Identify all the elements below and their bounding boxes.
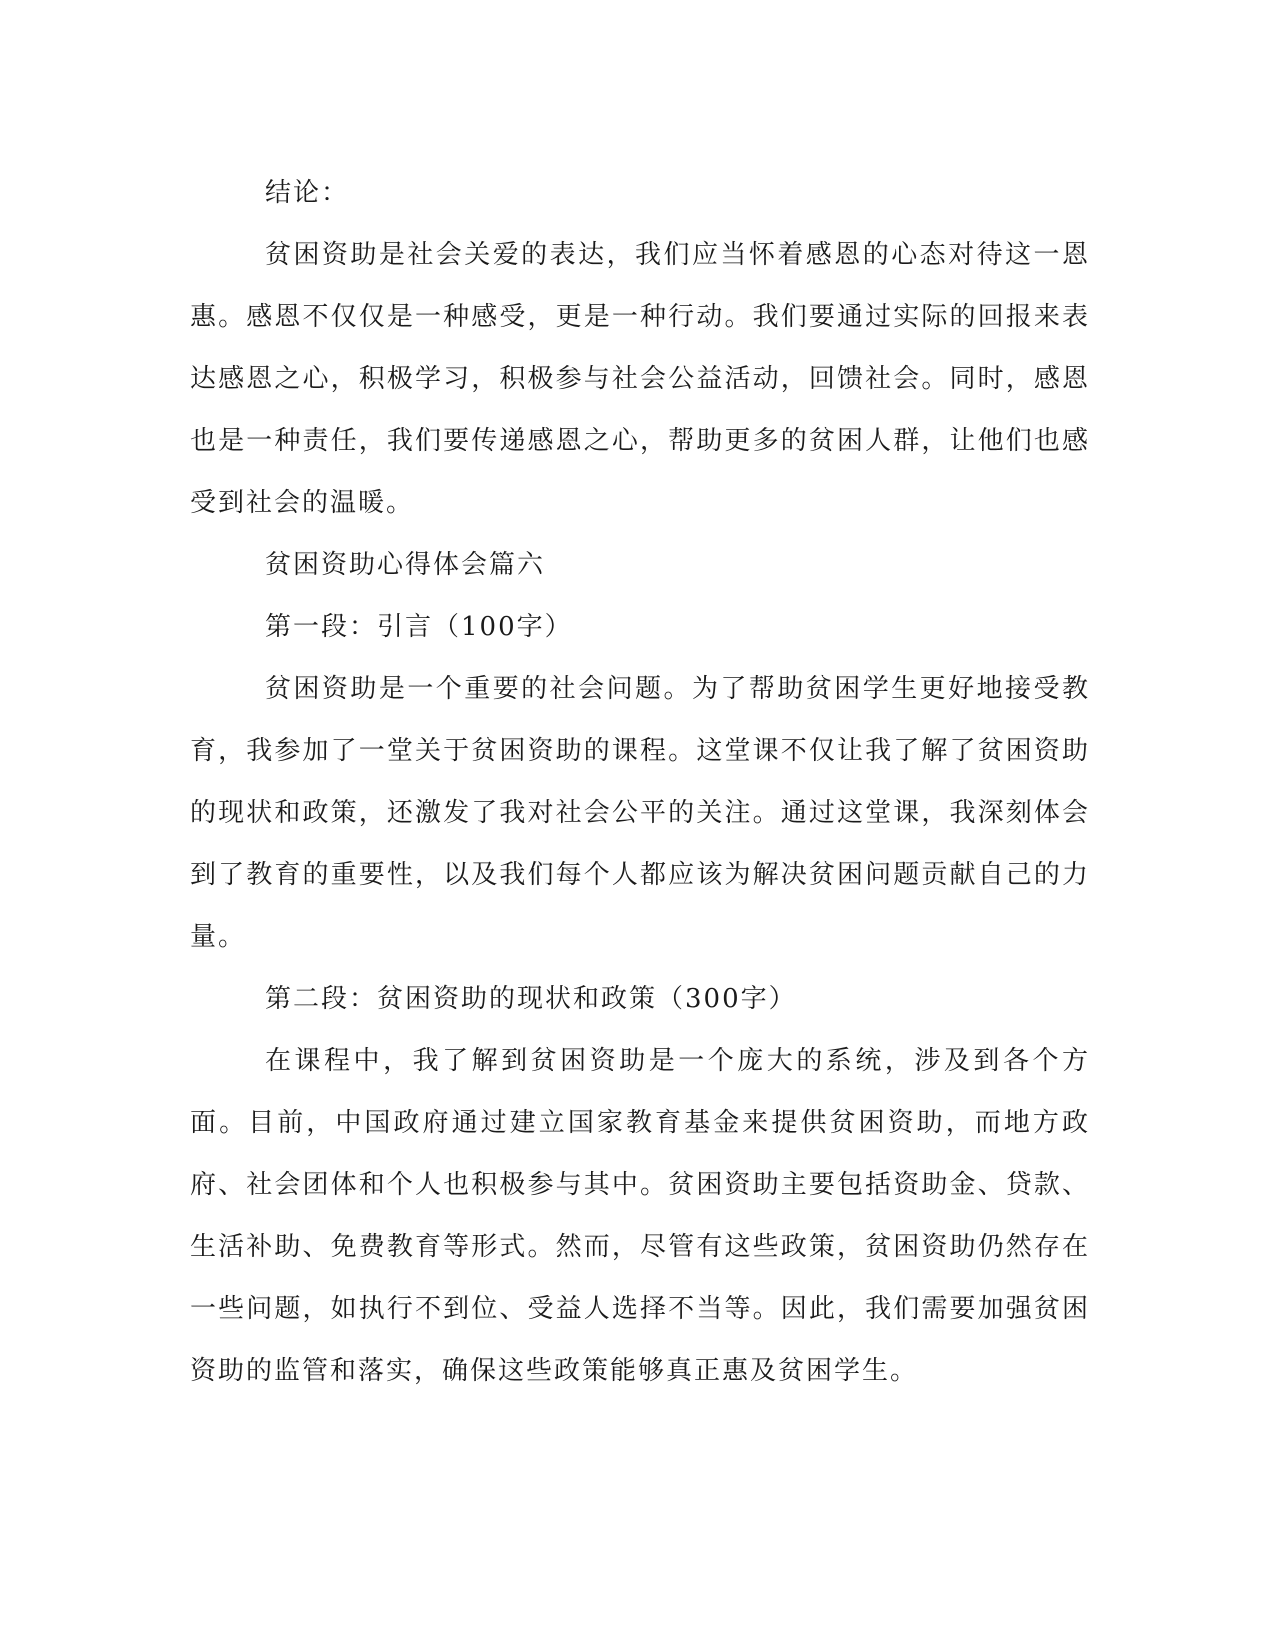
part-one-paragraph: 贫困资助是一个重要的社会问题。为了帮助贫困学生更好地接受教育，我参加了一堂关于贫困资助的课程。这堂课不仅让我了解了贫困资助的现状和政策，还激发了我对社会公平的关注。通过这堂课，我深刻体会到了教育的重要性，以及我们每个人都应该为解决贫困问题贡献自己的力量。 — [190, 674, 1090, 952]
part-two-heading: 第二段：贫困资助的现状和政策（300字） — [265, 984, 797, 1014]
conclusion-paragraph: 贫困资助是社会关爱的表达，我们应当怀着感恩的心态对待这一恩惠。感恩不仅仅是一种感受，更是一种行动。我们要通过实际的回报来表达感恩之心，积极学习，积极参与社会公益活动，回馈社会。同时，感恩也是一种责任，我们要传递感恩之心，帮助更多的贫困人群，让他们也感受到社会的温暖。 — [190, 240, 1090, 518]
section-title: 贫困资助心得体会篇六 — [265, 550, 546, 580]
part-two-paragraph: 在课程中，我了解到贫困资助是一个庞大的系统，涉及到各个方面。目前，中国政府通过建立国家教育基金来提供贫困资助，而地方政府、社会团体和个人也积极参与其中。贫困资助主要包括资助金、贷款、生活补助、免费教育等形式。然而，尽管有这些政策，贫困资助仍然存在一些问题，如执行不到位、受益人选择不当等。因此，我们需要加强贫困资助的监管和落实，确保这些政策能够真正惠及贫困学生。 — [190, 1046, 1090, 1386]
conclusion-heading: 结论： — [265, 178, 350, 208]
document-body — [190, 162, 1090, 1402]
part-one-heading: 第一段：引言（100字） — [265, 612, 573, 642]
